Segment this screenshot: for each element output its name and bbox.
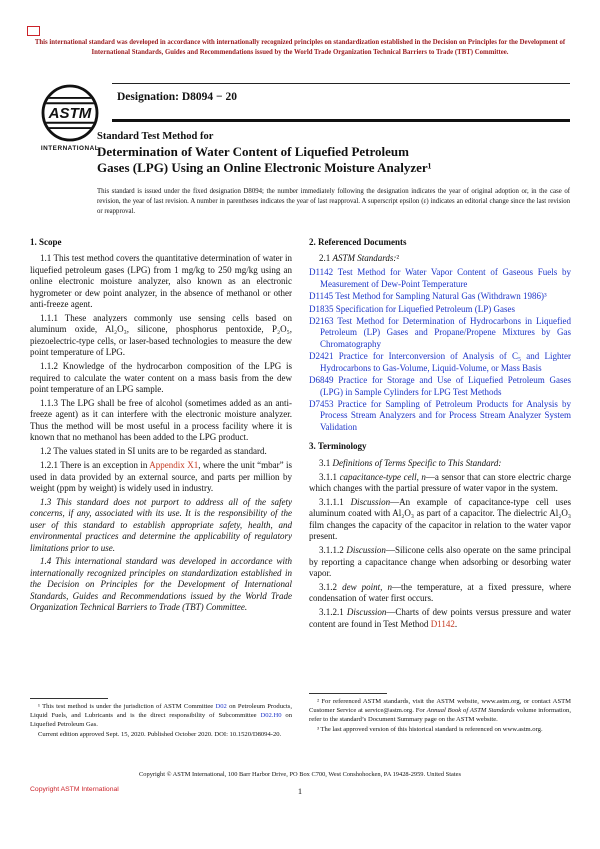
text-run: ³ The last approved version of this historical standard is referenced on www.astm.org.	[317, 725, 543, 733]
column-left	[30, 237, 292, 616]
text-run: 3.1.2	[319, 581, 343, 592]
paragraph	[30, 556, 292, 613]
text-run: —a sensor that can store electric charge which changes with the partial pressure of water vapor in the system.	[309, 471, 571, 494]
column-right	[309, 237, 571, 633]
reference-link-item[interactable]	[309, 267, 571, 290]
section-heading: 3. Terminology	[309, 441, 367, 452]
text-run: 3.1.1.1	[319, 496, 351, 507]
text-run: 3.1.2.1	[319, 607, 347, 618]
paragraph	[30, 446, 292, 457]
doc-link[interactable]: D1142	[430, 618, 455, 629]
paragraph	[30, 313, 292, 359]
text-run: D1142 Test Method for Water Vapor Content of Gaseous Fuels by Measurement of Dew-Point Temperature	[309, 267, 571, 289]
paragraph	[30, 730, 292, 739]
text-run: 1.1 This test method covers the quantitative determination of water in liquefied petroleum gases (LPG) from 1 mg/kg to 250 mg/kg using an online electronic moisture analyzer, also known as an electronic hygrometer or dew point analyzer, in the absence of methanol or other anti-freeze agent.	[30, 253, 292, 310]
text-run: D2163 Test Method for Determination of Hydrocarbons in Liquefied Petroleum (LP) Gases and Propane/Propene Mixtures by Gas Chromatography	[309, 316, 571, 349]
paragraph	[309, 607, 571, 630]
section-heading: 2. Referenced Documents	[309, 237, 407, 247]
footnotes-right	[309, 693, 571, 734]
reference-link-item[interactable]	[309, 351, 571, 374]
paragraph	[309, 582, 571, 605]
footnotes-left-body	[30, 702, 292, 739]
text-run: ASTM Standards:	[332, 253, 397, 264]
copyright-line: Copyright © ASTM International, 100 Barr Harbor Drive, PO Box C700, West Conshohocken, PA 19428-2959. United States	[139, 771, 461, 778]
text-run: .	[454, 618, 458, 629]
text-run: D2421 Practice for Interconversion of Analysis of C₅ and Lighter Hydrocarbons to Gas-Volume, Liquid-Volume, or Mass Basis	[309, 351, 571, 373]
text-run: volume information, refer to the standard’s Document Summary page on the ASTM website.	[309, 707, 572, 724]
text-run: Discussion	[346, 545, 386, 556]
text-run: , where the unit “mbar” is used in data provided by an external source, and parts per million by weight (ppm by weight) is widely used in industry.	[30, 460, 293, 493]
paragraph	[30, 398, 292, 444]
header-rule-thin	[112, 83, 570, 84]
astm-logo-text: ASTM	[48, 104, 92, 122]
text-run: 3.1	[319, 457, 333, 468]
paragraph	[309, 253, 571, 264]
text-run: 1.3 This standard does not purport to address all of the safety concerns, if any, associated with its use. It is the responsibility of the user of this standard to establish appropriate safety, health, and environmental practices and determine the applicability of regulatory limitations prior to use.	[30, 496, 292, 553]
text-run: —An example of capacitance-type cell uses aluminum coated with Al₂O₃ as part of a capacitor. The dielectric Al₂O₃ film changes the capacity of the capacitor in relation to the water vapor present.	[309, 496, 572, 542]
text-run: 2.1	[319, 253, 333, 264]
text-run: ² For referenced ASTM standards, visit the ASTM website, www.astm.org, or contact ASTM Customer Service at service@astm.org. For	[309, 698, 571, 715]
astm-logo-subtitle: INTERNATIONAL	[40, 145, 100, 152]
paragraph	[309, 725, 571, 734]
reference-link-item[interactable]	[309, 399, 571, 433]
designation: Designation: D8094 − 20	[117, 91, 237, 103]
text-run: on Petroleum Products, Liquid Fuels, and Lubricants and is the direct responsibility of Subcommittee	[30, 703, 292, 720]
paragraph	[30, 460, 292, 494]
text-run: 1.2.1 There is an exception in	[40, 460, 150, 471]
astm-logo-mark	[39, 82, 101, 144]
reference-link-item[interactable]	[309, 375, 571, 398]
text-run: D7453 Practice for Sampling of Petroleum Products for Analysis by Process Stream Analyzers and for Process Stream Analyzer System Validation	[309, 398, 571, 432]
text-run: —Charts of dew points versus pressure and water content are found in Test Method	[309, 607, 572, 629]
text-run: —the temperature, at a fixed pressure, where condensation of water first occurs.	[309, 581, 571, 604]
footnote-rule	[309, 693, 387, 694]
page-number: 1	[297, 786, 303, 796]
text-run: Annual Book of ASTM Standards	[426, 707, 515, 715]
section-heading: 1. Scope	[30, 237, 62, 247]
text-run: Discussion	[350, 496, 391, 507]
paragraph	[309, 545, 571, 579]
paragraph	[309, 697, 571, 725]
text-run: 3.1.1	[319, 471, 340, 482]
text-run: capacitance-type cell, n	[339, 471, 426, 482]
paragraph	[30, 361, 292, 395]
red-corner-mark	[27, 26, 40, 36]
copyright-stamp: Copyright ASTM International	[30, 786, 119, 793]
reference-link-item[interactable]	[309, 316, 571, 350]
paragraph	[30, 253, 292, 310]
text-run: ¹ This test method is under the jurisdiction of ASTM Committee	[38, 703, 216, 710]
text-run: D1835 Specification for Liquefied Petroleum (LP) Gases	[309, 303, 515, 314]
footnotes-left	[30, 698, 292, 739]
title-block	[97, 131, 572, 175]
wto-tbt-notice: This international standard was developed in accordance with internationally recognized principles on standardization established in the Decision on Principles for the Development of International Standards, Guides and Recommendations issued by the World Trade Organization Technical Barriers to Trade (TBT) Committee.	[34, 39, 566, 56]
text-run: Definitions of Terms Specific to This Standard:	[332, 457, 502, 468]
text-run: 1.1.3 The LPG shall be free of alcohol (sometimes added as an anti-freeze agent) as it can interfere with the electronic moisture analyzer. Thus the method will be most useful in a process facility where it is known that no methanol has been added to the LPG product.	[30, 397, 292, 443]
doc-link[interactable]: D02	[215, 703, 227, 710]
text-run: 1.1.2 Knowledge of the hydrocarbon composition of the LPG is required to calculate the water content on a mass basis from the dew point temperature of an LPG sample.	[30, 361, 292, 395]
title-line-2: Determination of Water Content of Liquefied Petroleum	[97, 144, 409, 159]
reference-link-item[interactable]	[309, 304, 571, 315]
doc-link[interactable]: D02.H0	[260, 712, 282, 720]
text-run: D1145 Test Method for Sampling Natural Gas (Withdrawn 1986)³	[309, 291, 547, 302]
issuance-note: This standard is issued under the fixed designation D8094; the number immediately following the designation indicates the year of original adoption or, in the case of revision, the year of last revision. A number in parentheses indicates the year of last reapproval. A superscript epsilon (ε) indicates an editorial change since the last revision or reapproval.	[97, 188, 570, 215]
text-run: 3.1.1.2	[319, 545, 347, 556]
text-run: Discussion	[346, 607, 387, 618]
title-kicker: Standard Test Method for	[97, 131, 214, 142]
paragraph	[30, 497, 292, 554]
text-run: —Silicone cells also operate on the same principal by reporting a capacitance change when adsorbing or desorbing water vapor.	[309, 545, 572, 578]
reference-link-item[interactable]	[309, 291, 571, 302]
text-run: 1.1.1 These analyzers commonly use sensing cells based on aluminum oxide, Al₂O₃, silicone, phosphorus pentoxide, P₂O₅, piezoelectric-type cells, or laser-based technologies to measure the dew point temperature of LPG.	[30, 313, 292, 358]
text-run: D6849 Practice for Storage and Use of Liquefied Petroleum Gases (LPG) in Sample Cylinders for LPG Test Methods	[309, 375, 571, 397]
text-run: dew point, n	[342, 581, 393, 592]
doc-link[interactable]: Appendix X1	[149, 460, 199, 471]
title-line-3: Gases (LPG) Using an Online Electronic Moisture Analyzer¹	[97, 159, 432, 175]
paragraph	[309, 472, 571, 495]
astm-logo	[36, 82, 104, 152]
paragraph	[30, 702, 292, 730]
text-run: on Liquefied Petroleum Gas.	[30, 712, 292, 729]
header-rule-thick	[112, 119, 570, 122]
text-run: ²	[396, 253, 400, 264]
footnotes-right-body	[309, 697, 571, 734]
text-run: 1.4 This international standard was developed in accordance with internationally recognized principles on standardization established in the Decision on Principles for the Development of International Standards, Guides and Recommendations issued by the World Trade Organization Technical Barriers to Trade (TBT) Committee.	[30, 556, 292, 613]
paragraph	[309, 458, 571, 469]
paragraph	[309, 497, 571, 543]
footnote-rule	[30, 698, 108, 699]
text-run: Current edition approved Sept. 15, 2020. Published October 2020. DOI: 10.1520/D8094-20.	[38, 730, 282, 738]
text-run: 1.2 The values stated in SI units are to be regarded as standard.	[40, 446, 267, 457]
